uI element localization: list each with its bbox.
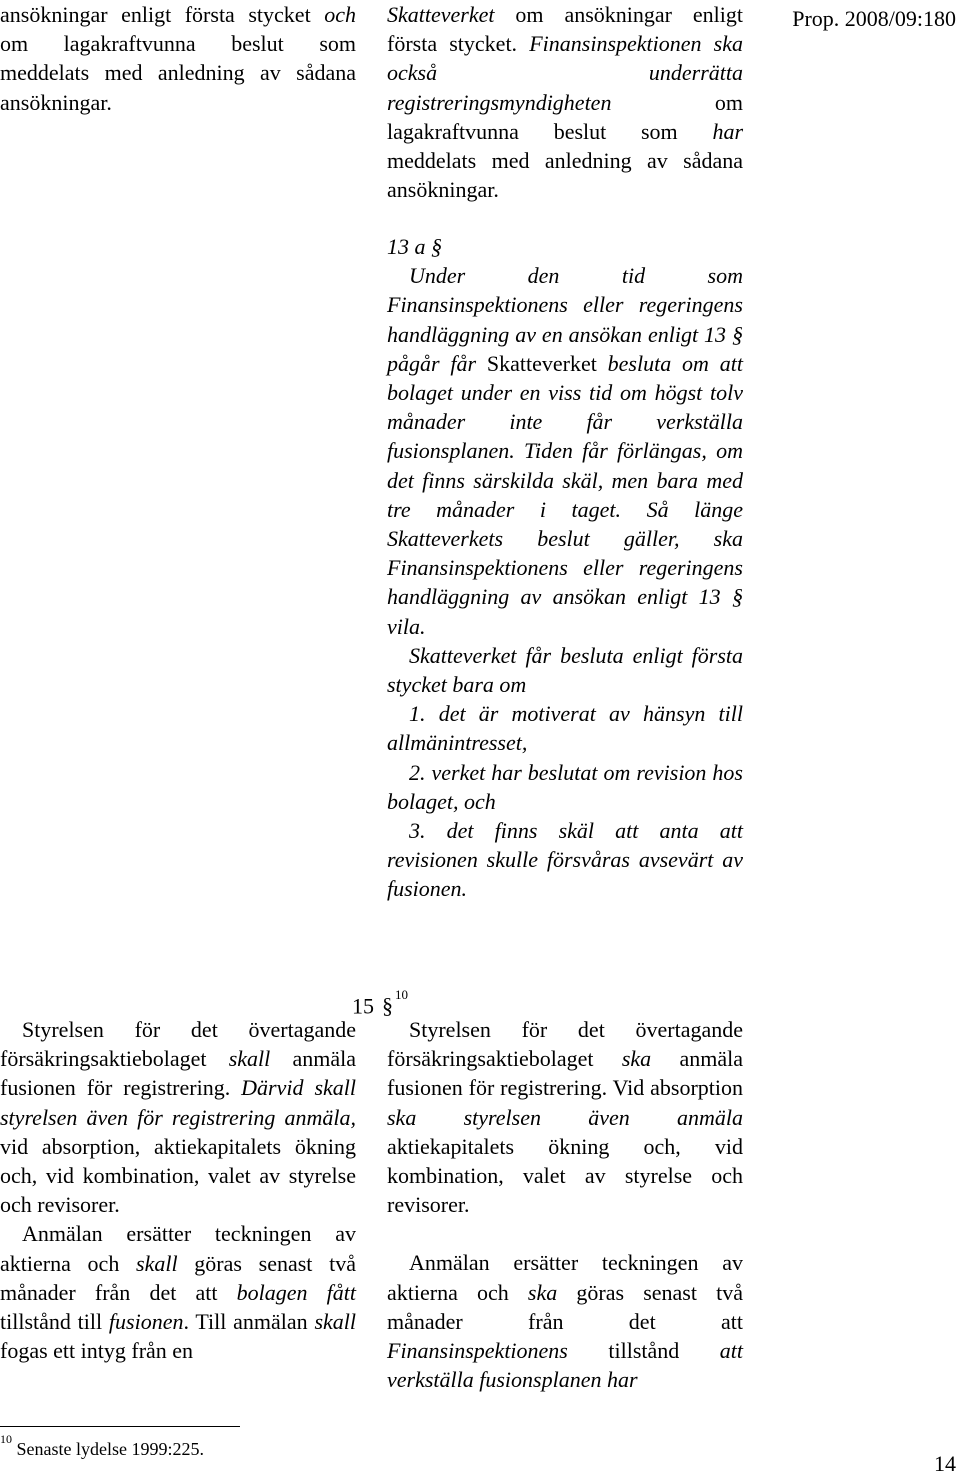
paragraph: Under den tid som Finansinspektionens eller regeringens handläggning av en ansökan enligt 13 § pågår får Skatteverket besluta om att bolaget under en viss tid om högst tolv månader inte får verkställa fusionsplanen. Tiden får förlängas, om det finns särskilda skäl, men bara med tre månader i taget. Så länge Skatteverkets beslut gäller, ska Finansinspektionens eller regeringens handläggning av ansökan enligt 13 § vila. bbox=[387, 263, 743, 639]
paragraph: Styrelsen för det övertagande försäkringsaktiebolaget ska anmäla fusionen för registrering. Vid absorption ska styrelsen även anmäla aktiekapitalets ökning och, vid kombination, valet av styrelse och revisorer. bbox=[387, 1017, 743, 1218]
section-15-proposed bbox=[387, 1015, 743, 1394]
page-number: 14 bbox=[934, 1451, 956, 1476]
footnote-rule bbox=[0, 1426, 240, 1427]
page-header: Prop. 2008/09:180 bbox=[792, 6, 956, 31]
section-number: 15 bbox=[352, 993, 374, 1019]
paragraph: Anmälan ersätter teckningen av aktierna och skall göras senast två månader från det att bolagen fått tillstånd till fusionen. Till anmälan skall fogas ett intyg från en bbox=[0, 1221, 357, 1364]
list-item: 3. det finns skäl att anta att revisionen skulle försvåras avsevärt av fusionen. bbox=[387, 818, 743, 902]
section-symbol: § bbox=[382, 993, 393, 1019]
footnote-text: Senaste lydelse 1999:225. bbox=[16, 1439, 204, 1459]
footnote-number: 10 bbox=[0, 1432, 12, 1446]
paragraph: ansökningar enligt första stycket och om lagakraftvunna beslut som meddelats med anledning av sådana ansökningar. bbox=[0, 2, 356, 115]
paragraph: Styrelsen för det övertagande försäkringsaktiebolaget skall anmäla fusionen för registrering. Därvid skall styrelsen även för registrering anmäla, vid absorption, aktiekapitalets ökning och, vid kombination, valet av styrelse och revisorer. bbox=[0, 1017, 356, 1218]
footnote bbox=[0, 1432, 204, 1461]
section-15-current bbox=[0, 1015, 356, 1365]
list-item: 1. det är motiverat av hänsyn till allmänintresset, bbox=[387, 701, 743, 756]
list-item: 2. verket har beslutat om revision hos bolaget, och bbox=[387, 759, 743, 814]
footnote-ref: 10 bbox=[395, 987, 408, 1002]
paragraph: Skatteverket får besluta enligt första stycket bara om bbox=[387, 642, 743, 698]
paragraph: Skatteverket om ansökningar enligt första stycket. Finansinspektionen ska också underrätta registreringsmyndigheten om lagakraftvunna beslut som har meddelats med anledning av sådana ansökningar. bbox=[387, 2, 744, 203]
left-column-top bbox=[0, 0, 356, 117]
section-heading: 13 a § bbox=[387, 234, 442, 259]
paragraph: Anmälan ersätter teckningen av aktierna och ska göras senast två månader från det att Finansinspektionens tillstånd att verkställa fusionsplanen har bbox=[387, 1250, 744, 1393]
section-13a bbox=[387, 232, 743, 904]
right-column-top bbox=[387, 0, 743, 204]
